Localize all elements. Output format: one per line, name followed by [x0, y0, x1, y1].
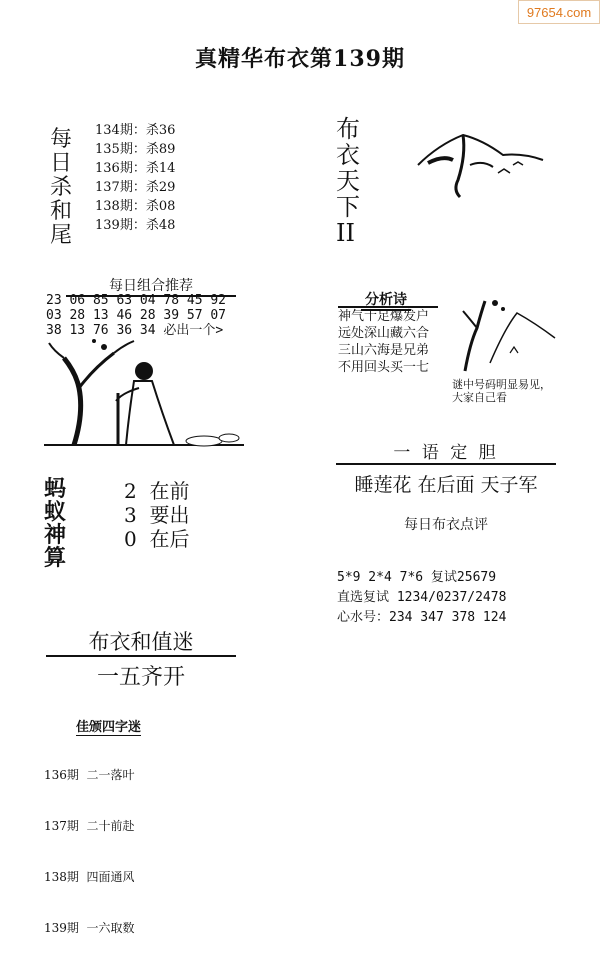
combo-line: 23 06 85 63 04 78 45 92	[46, 293, 227, 308]
motto-title: 一 语 定 胆	[393, 443, 499, 463]
daily-tail-list	[95, 121, 175, 235]
label-char: II	[336, 219, 355, 247]
poem-title: 分析诗	[361, 289, 411, 311]
combo-line: 03 28 13 46 28 39 57 07	[46, 308, 227, 323]
poem-note	[452, 378, 551, 404]
list-item: 138期 四面通风	[44, 870, 135, 884]
label-char: 和	[50, 199, 73, 224]
list-item: 135期：杀89	[95, 142, 176, 157]
ant-row: 0 在后	[124, 527, 190, 551]
combo-title: 每日组合推荐	[66, 275, 236, 297]
riddle-answer: 一五齐开	[96, 665, 185, 690]
lady-tree-illustration	[44, 333, 244, 453]
mountain-illustration	[408, 125, 548, 200]
list-item: 138期：杀08	[95, 199, 176, 214]
motto-sub: 每日布衣点评	[404, 517, 488, 533]
label-char: 每	[50, 127, 73, 152]
ant-rows	[124, 479, 189, 551]
poem-line: 三山六海是兄弟	[338, 343, 430, 358]
ant-row: 2 在前	[124, 479, 190, 503]
number-lines	[337, 568, 506, 628]
label-char: 布	[336, 115, 360, 143]
divider	[46, 655, 236, 657]
label-char: 蚁	[44, 499, 67, 525]
divider	[336, 463, 556, 465]
label-char: 衣	[336, 141, 360, 169]
ant-row: 3 要出	[124, 503, 190, 527]
four-char-title: 佳颁四字迷	[76, 716, 141, 736]
list-item: 136期：杀14	[95, 161, 176, 176]
label-char: 蚂	[44, 476, 67, 502]
four-char-list	[44, 733, 135, 954]
label-char: 算	[44, 545, 67, 571]
tianxia-label	[336, 116, 360, 246]
poem-line: 远处深山藏六合	[338, 326, 430, 341]
list-item: 137期：杀29	[95, 180, 176, 195]
label-char: 日	[50, 151, 73, 176]
poem-illustration	[455, 293, 560, 375]
label-char: 神	[44, 522, 67, 548]
list-item: 139期：杀48	[95, 218, 176, 233]
motto-main: 睡莲花 在后面 天子军	[354, 474, 538, 496]
list-item: 134期：杀36	[95, 123, 176, 138]
poem-line: 不用回头买一七	[338, 360, 430, 375]
combo-numbers	[46, 293, 226, 338]
number-line: 直选复试 1234/0237/2478	[337, 590, 507, 605]
label-char: 下	[336, 193, 360, 221]
poem-note-line: 谜中号码明显易见，	[452, 378, 551, 391]
label-char: 天	[336, 167, 360, 195]
site-watermark: 97654.com	[518, 0, 600, 24]
label-char: 尾	[50, 223, 73, 248]
combo-line: 38 13 76 36 34 必出一个>	[46, 323, 224, 338]
poem-lines	[338, 308, 429, 376]
page-title: 真精华布衣第139期	[195, 46, 405, 72]
ant-label	[44, 478, 66, 570]
number-line: 心水号：234 347 378 124	[337, 610, 507, 625]
list-item: 137期 二十前赴	[44, 819, 135, 833]
list-item: 136期 二一落叶	[44, 768, 135, 782]
number-line: 5*9 2*4 7*6 复试25679	[337, 570, 497, 585]
poem-line: 神气十足爆发户	[338, 309, 430, 324]
poem-note-line: 大家自己看	[452, 391, 507, 404]
list-item: 139期 一六取数	[44, 921, 135, 935]
label-char: 杀	[50, 175, 73, 200]
daily-tail-label	[50, 128, 72, 248]
riddle-title: 布衣和值迷	[88, 630, 194, 654]
